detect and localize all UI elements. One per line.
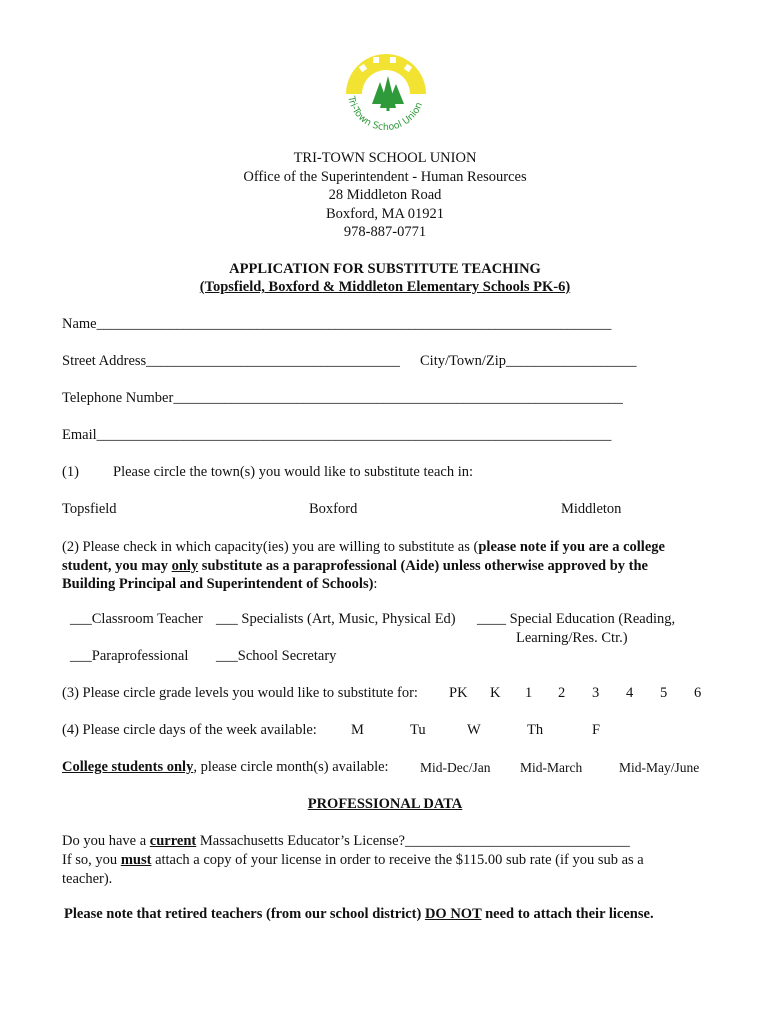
grade-5[interactable]: 5 (660, 685, 668, 701)
street-address-field[interactable]: Street Address___________________________________ (62, 353, 400, 369)
grade-2[interactable]: 2 (558, 685, 566, 701)
grade-pk[interactable]: PK (449, 685, 468, 701)
logo-text: Tri-Town School Union (345, 95, 426, 133)
option-paraprofessional[interactable]: ___Paraprofessional (70, 648, 189, 664)
grade-4[interactable]: 4 (626, 685, 634, 701)
org-name: TRI-TOWN SCHOOL UNION (293, 150, 477, 166)
retired-teacher-note: Please note that retired teachers (from our school district) DO NOT need to attach their license. (64, 906, 654, 922)
city-zip-field[interactable]: City/Town/Zip__________________ (420, 353, 637, 369)
town-boxford[interactable]: Boxford (309, 501, 358, 517)
professional-data-heading: PROFESSIONAL DATA (307, 796, 463, 812)
option-classroom-teacher[interactable]: ___Classroom Teacher (70, 611, 203, 627)
street-line: 28 Middleton Road (328, 187, 442, 203)
phone-line: 978-887-0771 (343, 224, 427, 240)
trees-icon (372, 76, 404, 111)
month-mid-may-june[interactable]: Mid-May/June (619, 760, 700, 775)
month-mid-march[interactable]: Mid-March (520, 760, 583, 775)
day-tuesday[interactable]: Tu (410, 722, 426, 738)
q1-number: (1) (62, 464, 79, 480)
grade-1[interactable]: 1 (525, 685, 533, 701)
q4-text: (4) Please circle days of the week available: (62, 722, 317, 738)
license-question[interactable]: Do you have a current Massachusetts Educator’s License?_______________________________ (62, 833, 630, 849)
telephone-field[interactable]: Telephone Number______________________________________________________________ (62, 390, 623, 406)
day-wednesday[interactable]: W (467, 722, 481, 738)
option-school-secretary[interactable]: ___School Secretary (216, 648, 337, 664)
grade-6[interactable]: 6 (694, 685, 702, 701)
day-monday[interactable]: M (351, 722, 364, 738)
office-line: Office of the Superintendent - Human Resources (243, 169, 527, 185)
email-field[interactable]: Email_______________________________________________________________________ (62, 427, 612, 443)
option-special-education-line2: Learning/Res. Ctr.) (516, 630, 628, 646)
name-field[interactable]: Name_______________________________________________________________________ (62, 316, 612, 332)
license-instructions: If so, you must attach a copy of your license in order to receive the $115.00 sub rate (if you sub as a teacher). (62, 852, 644, 887)
day-friday[interactable]: F (592, 722, 601, 738)
option-specialists[interactable]: ___ Specialists (Art, Music, Physical Ed) (216, 611, 456, 627)
city-line: Boxford, MA 01921 (325, 206, 445, 222)
school-union-logo (340, 48, 432, 134)
q3-text: (3) Please circle grade levels you would like to substitute for: (62, 685, 418, 701)
form-subtitle: (Topsfield, Boxford & Middleton Elementary Schools PK-6) (199, 279, 571, 295)
day-thursday[interactable]: Th (527, 722, 544, 738)
grade-3[interactable]: 3 (592, 685, 600, 701)
college-months-question: College students only, please circle month(s) available: (62, 759, 389, 775)
town-middleton[interactable]: Middleton (561, 501, 622, 517)
grade-k[interactable]: K (490, 685, 501, 701)
q2-instructions: (2) Please check in which capacity(ies) you are willing to substitute as (please note if you are a college student, you may only substitute as a paraprofessional (Aide) unless otherwise approved by the Building Principal and Superintendent of Schools): (62, 539, 665, 592)
option-special-education[interactable]: ____ Special Education (Reading, (477, 611, 676, 627)
q1-text: Please circle the town(s) you would like to substitute teach in: (113, 464, 474, 480)
month-mid-dec-jan[interactable]: Mid-Dec/Jan (420, 760, 491, 775)
town-topsfield[interactable]: Topsfield (62, 501, 117, 517)
form-title: APPLICATION FOR SUBSTITUTE TEACHING (229, 261, 541, 277)
